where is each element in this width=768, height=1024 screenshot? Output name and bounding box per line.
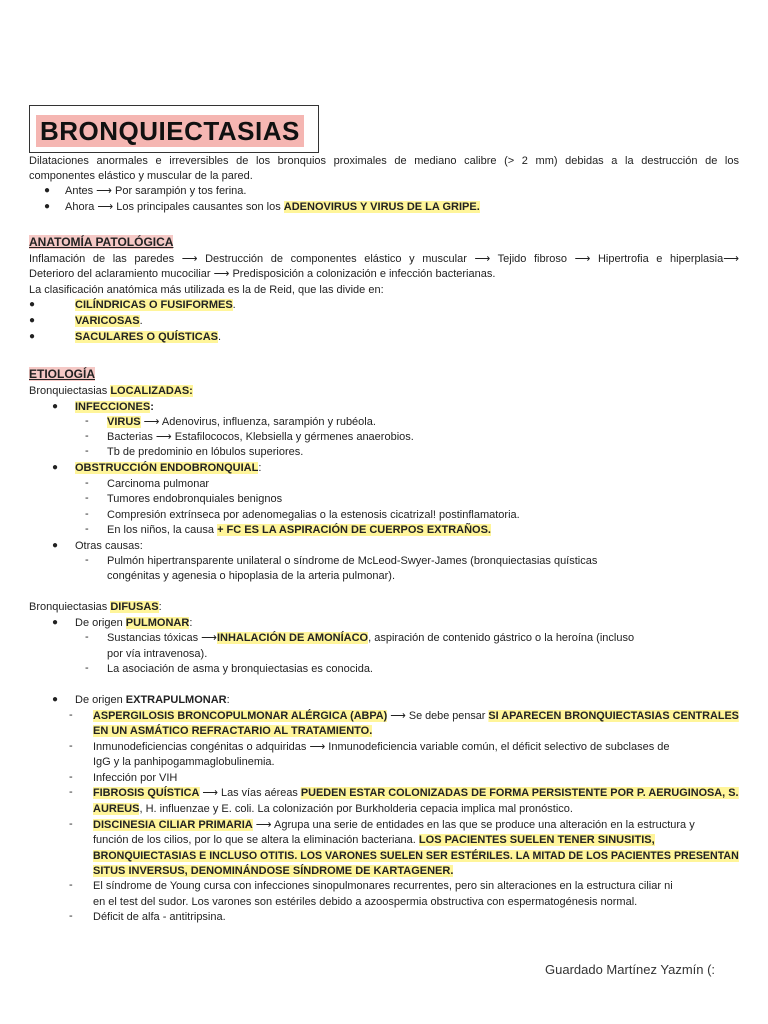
dash-marker: - [69, 910, 73, 922]
dash-marker: - [85, 415, 89, 427]
reid-item-1: CILÍNDRICAS O FUSIFORMES. [75, 299, 236, 311]
intro-line-2: componentes elástico y muscular de la pared. [29, 170, 253, 182]
anatomia-line-1: Inflamación de las paredes ⟶ Destrucción de componentes elástico y muscular ⟶ Tejido fibroso ⟶ Hipertrofia e hiperplasia⟶ [29, 253, 739, 265]
fq-line-1: FIBROSIS QUÍSTICA ⟶ Las vías aéreas PUEDEN ESTAR COLONIZADAS DE FORMA PERSISTENTE POR P. AERUGINOSA, S. [93, 787, 739, 799]
bacterias-line: Bacterias ⟶ Estafilococos, Klebsiella y gérmenes anaerobios. [107, 431, 414, 443]
localizadas-line: Bronquiectasias LOCALIZADAS: [29, 385, 193, 397]
obs-item-3: Compresión extrínseca por adenomegalias o la estenosis cicatrizal! postinflamatoria. [107, 509, 520, 521]
bullet-dot: ● [52, 694, 59, 705]
obstruccion-line: OBSTRUCCIÓN ENDOBRONQUIAL: [75, 462, 262, 474]
anatomia-line-2: Deterioro del aclaramiento mucociliar ⟶ Predisposición a colonización e infección bacterianas. [29, 268, 496, 280]
section-heading-etiologia: ETIOLOGÍA [29, 367, 95, 381]
bullet-dot: ● [29, 331, 36, 342]
dash-marker: - [85, 508, 89, 520]
bullet-dot: ● [44, 201, 51, 212]
mcleod-line-1: Pulmón hipertransparente unilateral o síndrome de McLeod-Swyer-James (bronquiectasias quísticas [107, 555, 598, 567]
dcp-line-2: función de los cilios, por lo que se altera la eliminación bacteriana. LOS PACIENTES SUELEN TENER SINUSITIS, [93, 834, 655, 846]
bullet-dot: ● [52, 617, 59, 628]
difusas-line: Bronquiectasias DIFUSAS: [29, 601, 162, 613]
bullet-dot: ● [29, 315, 36, 326]
intro-bullet-2: Ahora ⟶ Los principales causantes son los ADENOVIRUS Y VIRUS DE LA GRIPE. [65, 201, 480, 213]
abpa-line-1: ASPERGILOSIS BRONCOPULMONAR ALÉRGICA (ABPA) ⟶ Se debe pensar SI APARECEN BRONQUIECTASIAS CENTRALES [93, 710, 739, 722]
young-line-2: en el test del sudor. Los varones son estériles debido a azoospermia obstructiva con espermatogénesis normal. [93, 896, 638, 908]
tb-line: Tb de predominio en lóbulos superiores. [107, 446, 304, 458]
intro-line-1: Dilataciones anormales e irreversibles de los bronquios proximales de mediano calibre (> 2 mm) debidas a la destrucción de los [29, 155, 739, 167]
dcp-line-1: DISCINESIA CILIAR PRIMARIA ⟶ Agrupa una serie de entidades en las que se produce una alteración en la estructura y [93, 819, 695, 831]
vih-line: Infección por VIH [93, 772, 178, 784]
dash-marker: - [85, 662, 89, 674]
title-box [29, 105, 319, 153]
bullet-dot: ● [52, 540, 59, 551]
dash-marker: - [69, 818, 73, 830]
extrapulmonar-line: De origen EXTRAPULMONAR: [75, 694, 230, 706]
alfa-line: Déficit de alfa - antitripsina. [93, 911, 226, 923]
dash-marker: - [69, 879, 73, 891]
dash-marker: - [69, 740, 73, 752]
dcp-line-4: SITUS INVERSUS, DENOMINÁNDOSE SÍNDROME DE KARTAGENER. [93, 865, 454, 877]
intro-bullet-1: Antes ⟶ Por sarampión y tos ferina. [65, 185, 247, 197]
dash-marker: - [85, 477, 89, 489]
toxicas-line-2: por vía intravenosa). [107, 648, 208, 660]
inmuno-line-1: Inmunodeficiencias congénitas o adquiridas ⟶ Inmunodeficiencia variable común, el déficit selectivo de subclases de [93, 741, 670, 753]
young-line-1: El síndrome de Young cursa con infecciones sinopulmonares recurrentes, pero sin alteraciones en la estructura ciliar ni [93, 880, 673, 892]
author-footer: Guardado Martínez Yazmín (: [545, 962, 716, 977]
ninos-line: En los niños, la causa + FC ES LA ASPIRACIÓN DE CUERPOS EXTRAÑOS. [107, 524, 491, 536]
dash-marker: - [69, 786, 73, 798]
reid-item-3: SACULARES O QUÍSTICAS. [75, 331, 222, 343]
reid-item-2: VARICOSAS. [75, 315, 143, 327]
bullet-dot: ● [52, 401, 59, 412]
otras-line: Otras causas: [75, 540, 143, 552]
dash-marker: - [85, 445, 89, 457]
asma-line: La asociación de asma y bronquiectasias es conocida. [107, 663, 373, 675]
dash-marker: - [85, 492, 89, 504]
inmuno-line-2: IgG y la panhipogammaglobulinemia. [93, 756, 275, 768]
dash-marker: - [69, 709, 73, 721]
obs-item-1: Carcinoma pulmonar [107, 478, 210, 490]
page-title: BRONQUIECTASIAS [36, 115, 304, 147]
virus-line: VIRUS ⟶ Adenovirus, influenza, sarampión y rubéola. [107, 416, 376, 428]
dash-marker: - [85, 430, 89, 442]
dash-marker: - [85, 523, 89, 535]
toxicas-line-1: Sustancias tóxicas ⟶INHALACIÓN DE AMONÍACO, aspiración de contenido gástrico o la heroína (incluso [107, 632, 635, 644]
anatomia-line-3: La clasificación anatómica más utilizada es la de Reid, que las divide en: [29, 284, 384, 296]
dash-marker: - [69, 771, 73, 783]
dash-marker: - [85, 631, 89, 643]
obs-item-2: Tumores endobronquiales benignos [107, 493, 283, 505]
pulmonar-line: De origen PULMONAR: [75, 617, 193, 629]
bullet-dot: ● [52, 462, 59, 473]
infecciones-line: INFECCIONES: [75, 401, 154, 413]
dash-marker: - [85, 554, 89, 566]
dcp-line-3: BRONQUIECTASIAS E INCLUSO OTITIS. LOS VARONES SUELEN SER ESTÉRILES. LA MITAD DE LOS PACIENTES PRESENTAN [93, 850, 739, 862]
mcleod-line-2: congénitas y agenesia o hipoplasia de la arteria pulmonar). [107, 570, 396, 582]
bullet-dot: ● [29, 299, 36, 310]
bullet-dot: ● [44, 185, 51, 196]
section-heading-anatomia: ANATOMÍA PATOLÓGICA [29, 235, 174, 249]
fq-line-2: AUREUS, H. influenzae y E. coli. La colonización por Burkholderia cepacia implica mal pronóstico. [93, 803, 573, 815]
abpa-line-2: EN UN ASMÁTICO REFRACTARIO AL TRATAMIENTO. [93, 725, 373, 737]
